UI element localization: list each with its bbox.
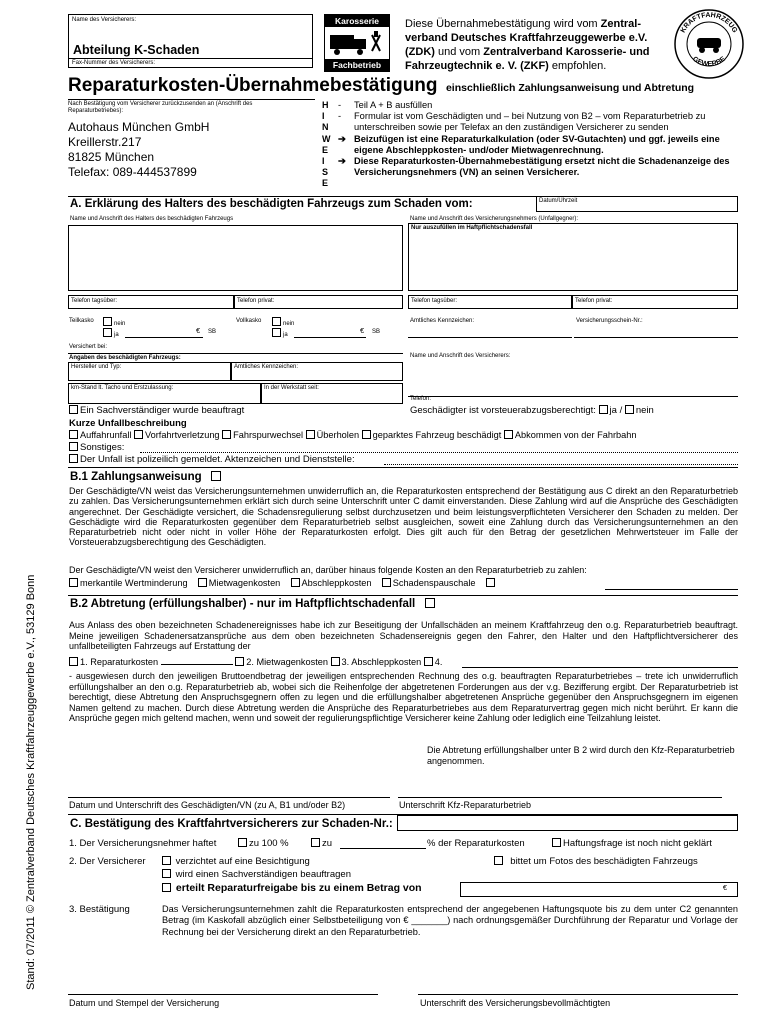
vn-label: Name und Anschrift des Versicherungsnehmers (Unfallgegner):: [410, 216, 579, 222]
auffahrunfall-checkbox[interactable]: [69, 430, 78, 439]
vs-nr-label: Versicherungsschein-Nr.:: [576, 318, 643, 324]
c-row1-label: 1. Der Versicherungsnehmer haftet: [69, 838, 217, 849]
holder-phone-private[interactable]: Telefon privat:: [234, 295, 403, 309]
accident-options: Auffahrunfall Vorfahrtverletzung Fahrspurwechsel Überholen geparktes Fahrzeug beschädigt Abkommen von der Fahrbahn: [69, 430, 636, 442]
vorfahrt-checkbox[interactable]: [134, 430, 143, 439]
vehicle-plate-field[interactable]: Amtliches Kennzeichen:: [231, 362, 403, 381]
b2-signature-right[interactable]: [398, 797, 722, 798]
logo-top-text: Karosserie: [325, 15, 389, 27]
police-option[interactable]: Der Unfall ist polizeilich gemeldet. Aktenzeichen und Dienststelle:: [69, 454, 355, 466]
b2-sig-left-label: Datum und Unterschrift des Geschädigten/VN (zu A, B1 und/oder B2): [69, 800, 346, 810]
return-address-box: [68, 99, 315, 193]
c-sig-right-label: Unterschrift des Versicherungsbevollmächtigten: [420, 998, 611, 1008]
intro-text: Diese Übernahmebestätigung wird vom Zentral-verband Deutsches Kraftfahrzeuggewerbe e.V. (ZDK) und vom Zentralverband Karosserie- und Fahrzeugtechnik e. V. (ZKF) empfohlen.: [405, 18, 650, 73]
ueberholen-checkbox[interactable]: [306, 430, 315, 439]
vn-phone-private[interactable]: Telefon privat:: [572, 295, 738, 309]
vollkasko-nein-checkbox[interactable]: [272, 317, 281, 326]
b2-sig-right-label: Unterschrift Kfz-Reparaturbetrieb: [399, 800, 532, 810]
liability-100-checkbox[interactable]: [238, 838, 247, 847]
vollkasko-label: Vollkasko: [236, 318, 262, 324]
abschlepp-checkbox[interactable]: [291, 578, 300, 587]
vat-ja-checkbox[interactable]: [599, 405, 608, 414]
section-a-title: A. Erklärung des Halters des beschädigten Fahrzeugs zum Schaden vom:: [70, 198, 473, 210]
seal-bottom-text: GEWERBE: [691, 55, 727, 69]
insurer-name-label: Name des Versicherers:: [72, 17, 137, 23]
pauschale-checkbox[interactable]: [382, 578, 391, 587]
mileage-field[interactable]: km-Stand lt. Tacho und Erstzulassung:: [68, 383, 261, 404]
vehicle-type-field[interactable]: Hersteller und Typ:: [68, 362, 231, 381]
sonstiges-field[interactable]: [140, 452, 738, 453]
b1-title: B.1 Zahlungsanweisung: [70, 471, 223, 483]
liability-percent-field[interactable]: [340, 848, 426, 849]
insurer-dept: Abteilung K-Schaden: [73, 43, 200, 57]
teilkasko-label: Teilkasko: [69, 318, 94, 324]
edition-note: Stand: 07/2011 © Zentralverband Deutsches Kraftfahrzeuggewerbe e.V., 53129 Bonn: [25, 574, 37, 990]
kraftfahrzeuggewerbe-seal-icon: [673, 8, 745, 80]
telefon-label: Telefon:: [410, 396, 432, 402]
vn-field[interactable]: Nur auszufüllen im Haftpflichtschadensfall: [408, 223, 738, 291]
hinweise-list: - Teil A + B ausfüllen - Formular ist vom Geschädigten und – bei Nutzung von B2 – vom Reparaturbetrieb zu unterschreiben sowie per Telefax an den zuständigen Versicherer zu senden ➔ Beizufügen ist eine Reparaturkalkulation (oder SV-Gutachten) und ggf. jeweils eine eigene Abschleppkosten- und/oder Mietwagenrechnung. ➔ Diese Reparaturkosten-Übernahmebestätigung ersetzt nicht die Schadenanzeige des Versicherungsnehmers (VN) an seinen Versicherer.: [338, 100, 730, 178]
return-street[interactable]: Kreillerstr.217: [68, 135, 142, 150]
holder-phone-day[interactable]: Telefon tagsüber:: [68, 295, 234, 309]
return-name[interactable]: Autohaus München GmbH: [68, 120, 210, 135]
holder-label: Name und Anschrift des Halters des beschädigten Fahrzeugs: [70, 216, 234, 222]
expert-assign-checkbox[interactable]: [162, 869, 171, 878]
c-row3-label: 3. Bestätigung: [69, 904, 130, 915]
insurer-box: [68, 14, 313, 68]
c-signature-left[interactable]: [68, 994, 378, 995]
c-title: C. Bestätigung des Kraftfahrtversicherers zur Schaden-Nr.:: [70, 818, 393, 830]
expert-checkbox[interactable]: [69, 405, 78, 414]
release-amount-field[interactable]: €: [460, 882, 738, 897]
teilkasko-sb-field[interactable]: [125, 337, 203, 338]
b2-rental-checkbox[interactable]: [235, 657, 244, 666]
insured-with-label: Versichert bei:: [69, 344, 108, 350]
teilkasko-nein-checkbox[interactable]: [103, 317, 112, 326]
svg-text:KRAFTFAHRZEUG: [680, 12, 739, 35]
b2-text2: - ausgewiesen durch den jeweiligen Bruttoendbetrag der jeweiligen entsprechenden Rechnung des o.g. beauftragten Reparaturbetriebes – trete ich unwiderruflich erfüllungshalber an den o.g. Reparaturbetrieb ab, wobei sich die Reihenfolge der abgetretenen Forderungen aus der v.g. Bezifferung ergibt. Der Reparaturbetrieb ist berechtigt, diese Abtretung den Anspruchsgegnern offen zu legen und die erfüllungshalber abgetretenen Ansprüche gegenüber den Anspruchsgegnern im eigenen Namen geltend zu machen. Durch diese Abtretung werden die Ansprüche des Reparaturbetriebes aus dem Reparaturvertrag gegen mich nicht berührt. Er kann die Ansprüche gegen mich geltend machen, wenn und soweit der regulierungspflichtige Versicherer keine Zahlung oder lediglich eine Teilzahlung leistet.: [69, 671, 738, 723]
return-label: Nach Bestätigung vom Versicherer zurückzusenden an (Anschrift des Reparaturbetriebes):: [68, 101, 253, 114]
vat-nein-checkbox[interactable]: [625, 405, 634, 414]
svg-text:GEWERBE: [691, 56, 727, 69]
liability-open-checkbox[interactable]: [552, 838, 561, 847]
holder-field[interactable]: [68, 225, 403, 291]
b2-signature-left[interactable]: [68, 797, 390, 798]
versicherer-field[interactable]: [408, 396, 738, 397]
hinweise-letters: H I N W E I S E: [322, 100, 331, 189]
b2-other-field[interactable]: [462, 667, 738, 668]
seal-top-text: KRAFTFAHRZEUG: [679, 11, 739, 35]
vat-option: Geschädigter ist vorsteuerabzugsberechtigt: ja / nein: [410, 405, 654, 416]
vollkasko-ja-checkbox[interactable]: [272, 328, 281, 337]
repair-release-checkbox[interactable]: [162, 883, 171, 892]
vn-phone-day[interactable]: Telefon tagsüber:: [408, 295, 572, 309]
logo-bottom-text: Fachbetrieb: [325, 59, 389, 71]
c-sig-left-label: Datum und Stempel der Versicherung: [69, 998, 220, 1008]
b2-checkbox[interactable]: [425, 598, 435, 608]
b2-other-checkbox[interactable]: [424, 657, 433, 666]
b1-text: Der Geschädigte/VN weist das Versicherungsunternehmen unwiderruflich an, die Reparaturkosten entsprechend der Bestätigung aus C direkt an den Reparaturbetrieb zu zahlen. Das Versicherungsunternehmen erklärt sich durch seine Unterschrift unter C damit einverstanden. Diese Zahlung wird auf die Ansprüche des Geschädigten angerechnet. Der Geschädigte versichert, die Schadensregulierung selbst durchzusetzen und beim leistungsverpflichteten Versicherer den Schaden zu melden. Der Geschädigte wird die Reparaturkosten gegenüber dem Reparaturbetrieb selbst ausgleichen, soweit eine Zahlung durch das Versicherungsunternehmen an den Reparaturbetrieb nicht oder nicht in voller Höhe der Reparaturkosten erfolgt. Dies gilt auch für den Betrag der gesetzlichen Mehrwertsteuer im Falle der Vorsteuerabzugsberechtigung des Geschädigten.: [69, 486, 738, 548]
b1-text2: Der Geschädigte/VN weist den Versicherer unwiderruflich an, darüber hinaus folgende Kosten an den Reparaturbetrieb zu zahlen:: [69, 565, 587, 575]
date-time-field[interactable]: Datum/Uhrzeit: [536, 196, 738, 212]
abkommen-checkbox[interactable]: [504, 430, 513, 439]
b2-towing-checkbox[interactable]: [331, 657, 340, 666]
sonstiges-option[interactable]: Sonstiges:: [69, 442, 124, 454]
karosserie-logo: [324, 14, 390, 72]
police-checkbox[interactable]: [69, 454, 78, 463]
geparkt-checkbox[interactable]: [362, 430, 371, 439]
b2-accept: Die Abtretung erfüllungshalber unter B 2 wird durch den Kfz-Reparaturbetrieb angenommen.: [427, 745, 735, 766]
other-cost-checkbox[interactable]: [486, 578, 495, 587]
police-field[interactable]: [384, 464, 738, 465]
b2-options: 1. Reparaturkosten 2. Mietwagenkosten 3. Abschleppkosten 4.: [69, 657, 442, 669]
photos-checkbox[interactable]: [494, 856, 503, 865]
insured-with-field[interactable]: [68, 353, 403, 354]
return-fax[interactable]: 089-444537899: [112, 165, 197, 180]
other-cost-field[interactable]: [605, 589, 738, 590]
no-inspection-checkbox[interactable]: [162, 856, 171, 865]
page-title: Reparaturkosten-Übernahmebestätigung einschließlich Zahlungsanweisung und Abtretung: [68, 75, 695, 96]
b2-text1: Aus Anlass des oben bezeichneten Schadenereignisses habe ich zur Beseitigung der Unfallschäden an meinem Kraftfahrzeug den o.g. Reparaturbetrieb beauftragt. Meine jeweiligen Schadenersatzansprüche aus dem oben bezeichneten Schadensereignis gegen den Fahrer, den Halter und den Haftpflichtversicherer des unfallbeteiligten Fahrzeugs auf Erstattung der: [69, 620, 738, 651]
fahrspurwechsel-checkbox[interactable]: [222, 430, 231, 439]
vollkasko-sb-field[interactable]: [294, 337, 366, 338]
vs-nr-field[interactable]: [574, 337, 738, 338]
sonstiges-checkbox[interactable]: [69, 442, 78, 451]
c-signature-right[interactable]: [418, 994, 738, 995]
workshop-since-field[interactable]: In der Werkstatt seit:: [261, 383, 403, 404]
b2-repair-checkbox[interactable]: [69, 657, 78, 666]
fax-label: Telefax:: [68, 165, 110, 180]
b1-options: merkantile Wertminderung Mietwagenkosten Abschleppkosten Schadenspauschale: [69, 578, 497, 590]
liability-partial-checkbox[interactable]: [311, 838, 320, 847]
truck-icon: [328, 29, 388, 59]
c-row2-label: 2. Der Versicherer: [69, 856, 146, 867]
teilkasko-ja-checkbox[interactable]: [103, 328, 112, 337]
versicherer-label: Name und Anschrift des Versicherers:: [410, 353, 511, 359]
insurer-fax-label: Fax-Nummer des Versicherers:: [72, 60, 156, 66]
claim-number-field[interactable]: [397, 815, 738, 831]
accident-heading: Kurze Unfallbeschreibung: [69, 418, 187, 429]
b2-title: B.2 Abtretung (erfüllungshalber) - nur im Haftpflichtschadenfall: [70, 598, 437, 610]
c-row3-text: Das Versicherungsunternehmen zahlt die Reparaturkosten entsprechend der angegebenen Haftungsquote bis zu dem unter C2 genannten Betrag (im Kaskofall abzüglich einer Selbstbeteiligung von € _______) nach ordnungsgemäßer Durchführung der Reparatur und Vorlage der Rechnung bei der Versicherung direkt an den Reparaturbetrieb.: [162, 904, 738, 937]
mietwagen-checkbox[interactable]: [198, 578, 207, 587]
wertminderung-checkbox[interactable]: [69, 578, 78, 587]
return-city[interactable]: 81825 München: [68, 150, 155, 165]
expert-option[interactable]: Ein Sachverständiger wurde beauftragt: [69, 405, 244, 417]
b1-checkbox[interactable]: [211, 471, 221, 481]
vehicle-heading: Angaben des beschädigten Fahrzeugs:: [69, 355, 181, 361]
c-row1-c: % der Reparaturkosten: [427, 838, 525, 849]
vn-plate-field[interactable]: [408, 337, 572, 338]
vn-plate-label: Amtliches Kennzeichen:: [410, 318, 475, 324]
